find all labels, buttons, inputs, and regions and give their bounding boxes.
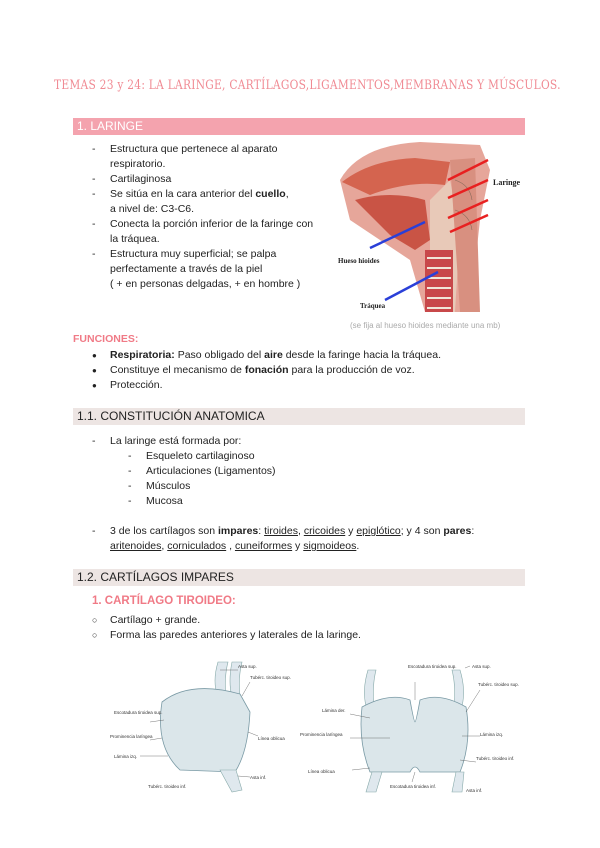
list-item: - Se sitúa en la cara anterior del cuello, a nivel de: C3-C6.: [92, 187, 332, 217]
label-escotadura-sup: Escotadura tiroidea sup.: [114, 710, 163, 715]
list-item: - Conecta la porción inferior de la faringe con la tráquea.: [92, 217, 332, 247]
funciones-list: [92, 348, 532, 393]
label-linea-oblicua2: Línea oblicua: [308, 769, 335, 774]
subheading-tiroideo: 1. CARTÍLAGO TIROIDEO:: [92, 595, 236, 607]
list-item: ● Constituye el mecanismo de fonación para la producción de voz.: [92, 363, 532, 378]
list-item: ● Respiratoria: Paso obligado del aire desde la faringe hacia la tráquea.: [92, 348, 532, 363]
list-item: - 3 de los cartílagos son impares: tiroides, cricoides y epiglótico; y 4 son pares: aritenoides, corniculados , cuneiformes y sigmoideos.: [92, 524, 532, 554]
label-tuberc-sup: Tubérc. tiroideo sup.: [250, 675, 291, 680]
list-item: - Esqueleto cartilaginoso: [128, 449, 428, 464]
funciones-heading: FUNCIONES:: [73, 333, 139, 345]
page-title: TEMAS 23 y 24: LA LARINGE, CARTÍLAGOS,LIGAMENTOS,MEMBRANAS Y MÚSCULOS.: [54, 78, 561, 93]
label-asta-inf2: Asta inf.: [466, 788, 483, 793]
tiroideo-list: [92, 613, 532, 643]
label-lamina-der: Lámina der.: [322, 708, 346, 713]
label-hueso-hioides: Hueso hioides: [338, 257, 380, 265]
label-traquea: Tráquea: [360, 302, 386, 310]
list-item: - La laringe está formada por:: [92, 434, 512, 449]
list-item: - Músculos: [128, 479, 428, 494]
figure-caption: (se fija al hueso hioides mediante una mb): [350, 321, 501, 330]
label-asta-inf: Asta inf.: [250, 775, 267, 780]
section-heading-constitucion: 1.1. CONSTITUCIÓN ANATOMICA: [73, 408, 525, 425]
list-item: - Estructura que pertenece al aparato respiratorio.: [92, 142, 332, 172]
label-lamina-izq2: Lámina izq.: [480, 732, 504, 737]
label-tuberc-inf: Tubérc. tiroideo inf.: [148, 784, 187, 789]
label-prominencia2: Prominencia laríngea: [300, 732, 343, 737]
list-item: ○ Forma las paredes anteriores y laterales de la laringe.: [92, 628, 532, 643]
section-heading-impares: 1.2. CARTÍLAGOS IMPARES: [73, 569, 525, 586]
list-item: - Estructura muy superficial; se palpa perfectamente a través de la piel ( + en personas delgadas, + en hombre ): [92, 247, 332, 292]
label-prominencia: Prominencia laríngea: [110, 734, 153, 739]
label-tuberc-inf2: Tubérc. tiroideo inf.: [476, 756, 515, 761]
list-item: - Articulaciones (Ligamentos): [128, 464, 428, 479]
label-laringe: Laringe: [493, 178, 521, 187]
list-item: - Mucosa: [128, 494, 428, 509]
larynx-sagittal-figure: [330, 140, 528, 312]
label-tuberc-sup2: Tubérc. tiroideo sup.: [478, 682, 519, 687]
label-asta-sup: Asta sup.: [238, 664, 257, 669]
list-item: ○ Cartílago + grande.: [92, 613, 532, 628]
label-lamina-izq: Lámina izq.: [114, 754, 138, 759]
label-escotadura-inf: Escotadura tiroidea inf.: [390, 784, 437, 789]
label-asta-sup2: Asta sup.: [472, 664, 491, 669]
label-escotadura-sup2: Escotadura tiroidea sup.: [408, 664, 457, 669]
cartilagos-summary: [92, 524, 532, 554]
laringe-list: [92, 142, 332, 292]
thyroid-cartilage-figure: [100, 652, 520, 802]
list-item: - Cartilaginosa: [92, 172, 332, 187]
constitucion-list: [92, 434, 512, 449]
section-heading-laringe: 1. LARINGE: [73, 118, 525, 135]
label-linea-oblicua: Línea oblicua: [258, 736, 285, 741]
list-item: ● Protección.: [92, 378, 532, 393]
constitucion-parts: [128, 449, 428, 509]
